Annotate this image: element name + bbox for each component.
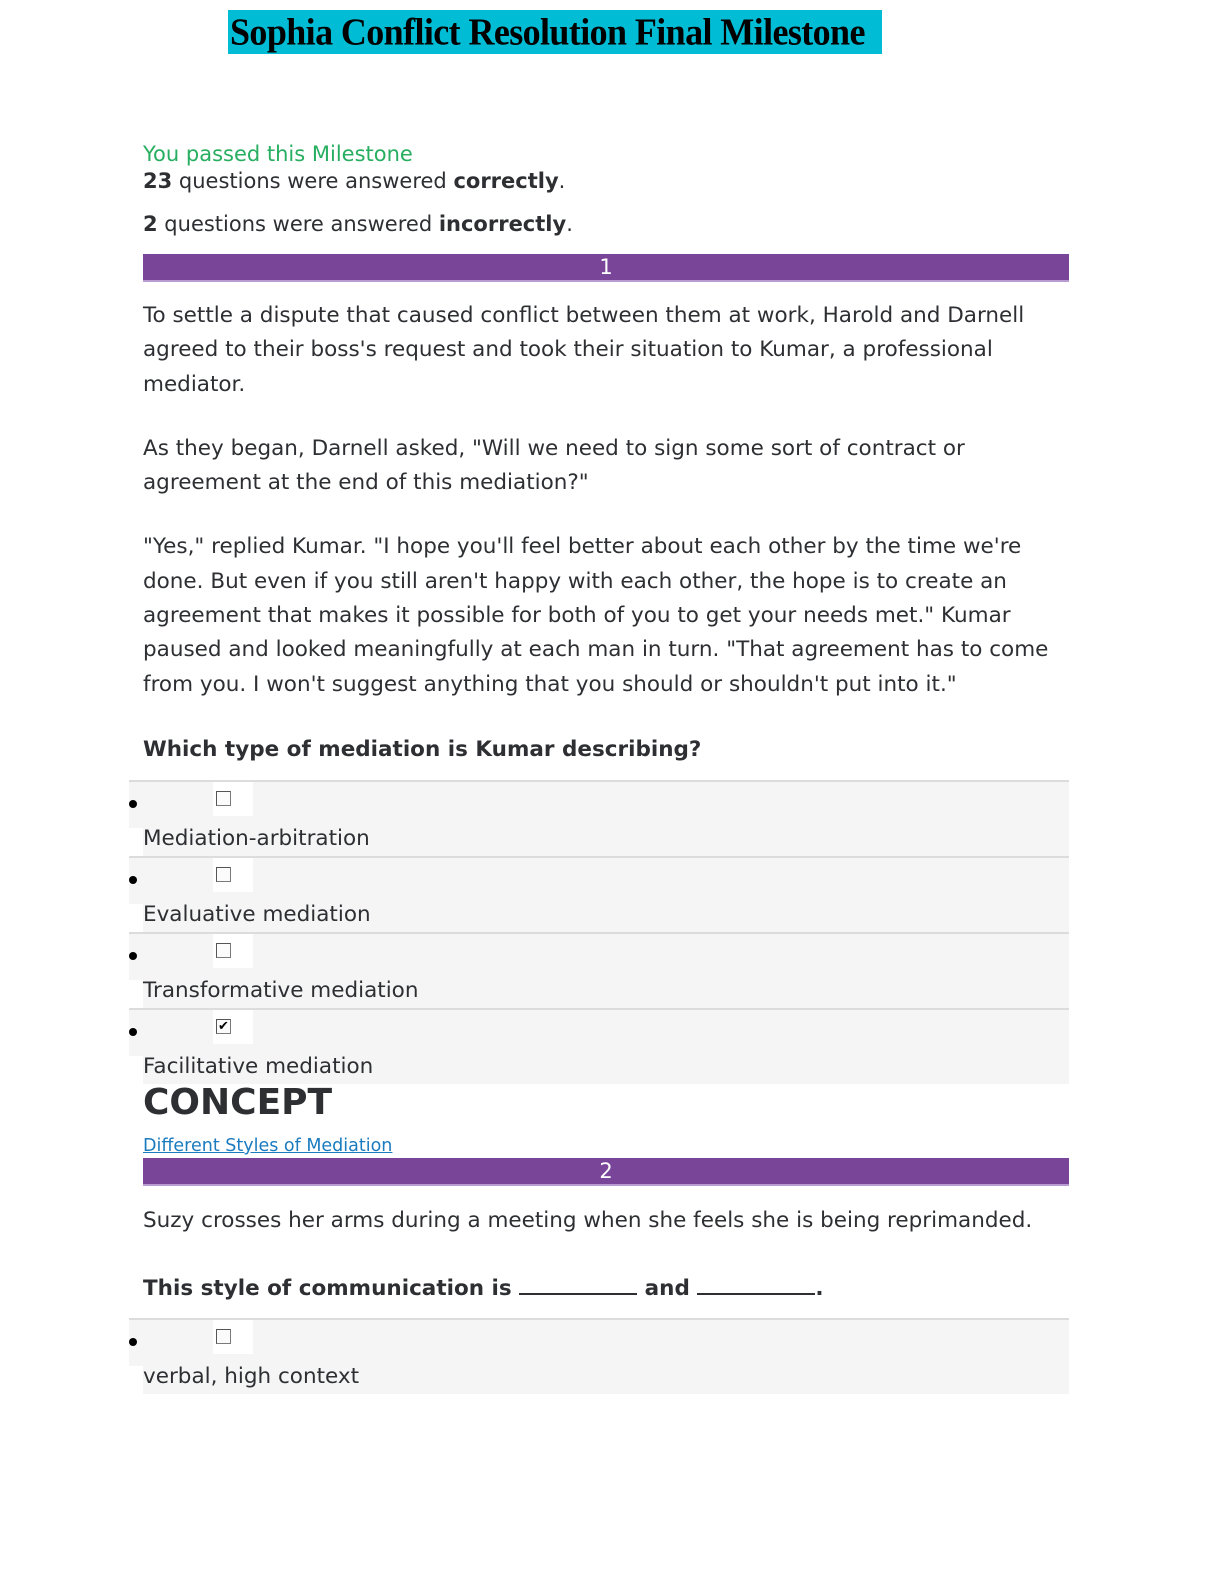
incorrect-word: incorrectly xyxy=(438,212,567,236)
concept-link[interactable]: Different Styles of Mediation xyxy=(143,1136,393,1156)
question-1-body xyxy=(143,299,1073,702)
bullet-icon xyxy=(129,952,137,960)
question-paragraph: To settle a dispute that caused conflict between them at work, Harold and Darnell agreed to their boss's request and took their situation to Kumar, a professional mediator. xyxy=(143,303,1025,397)
bullet-icon xyxy=(129,876,137,884)
question-paragraph: "Yes," replied Kumar. "I hope you'll feel better about each other by the time we're done. But even if you still aren't happy with each other, the hope is to create an agreement that makes it possible for both of you to get your needs met." Kumar paused and looked meaningfully at each man in turn. "That agreement has to come from you. I won't suggest anything that you should or shouldn't put into it." xyxy=(143,534,1049,697)
option-label: Transformative mediation xyxy=(143,978,419,1003)
question-paragraph: As they began, Darnell asked, "Will we need to sign some sort of contract or agreement at the end of this mediation?" xyxy=(143,435,965,496)
document-title: Sophia Conflict Resolution Final Milestone xyxy=(230,11,865,54)
question-number-bar: 2 xyxy=(143,1158,1069,1186)
incorrect-summary xyxy=(143,212,573,236)
question-1-options xyxy=(129,780,1069,1084)
question-number-bar: 1 xyxy=(143,254,1069,282)
checkbox-checked-icon[interactable]: ✔ xyxy=(216,1019,231,1034)
bullet-icon xyxy=(129,1338,137,1346)
option-label: verbal, high context xyxy=(143,1364,359,1389)
option-label: Evaluative mediation xyxy=(143,902,371,927)
bullet-icon xyxy=(129,1028,137,1036)
answer-option-selected[interactable] xyxy=(129,1008,1069,1084)
answer-option[interactable] xyxy=(129,932,1069,1008)
checkbox-unchecked-icon[interactable] xyxy=(216,791,231,806)
period: . xyxy=(566,212,573,236)
prompt-text: and xyxy=(637,1276,698,1301)
answer-option[interactable] xyxy=(129,1318,1069,1394)
prompt-text: This style of communication is xyxy=(143,1276,520,1301)
answer-blank xyxy=(519,1275,637,1295)
correct-count: 23 xyxy=(143,169,173,193)
incorrect-text: questions were answered xyxy=(157,212,439,236)
option-label: Facilitative mediation xyxy=(143,1054,374,1079)
checkbox-unchecked-icon[interactable] xyxy=(216,867,231,882)
question-2-prompt xyxy=(143,1275,824,1301)
document-title-banner xyxy=(228,10,882,54)
question-2-options xyxy=(129,1318,1069,1394)
period: . xyxy=(558,169,566,193)
question-paragraph: Suzy crosses her arms during a meeting when she feels she is being reprimanded. xyxy=(143,1208,1033,1233)
correct-summary xyxy=(143,169,565,193)
checkbox-unchecked-icon[interactable] xyxy=(216,1329,231,1344)
question-1-prompt: Which type of mediation is Kumar describing? xyxy=(143,737,702,762)
answer-option[interactable] xyxy=(129,780,1069,856)
milestone-passed-status: You passed this Milestone xyxy=(143,142,413,166)
question-2-body xyxy=(143,1204,1073,1238)
checkbox-unchecked-icon[interactable] xyxy=(216,943,231,958)
correct-word: correctly xyxy=(453,169,559,193)
prompt-text: . xyxy=(815,1276,824,1301)
incorrect-count: 2 xyxy=(143,212,158,236)
bullet-icon xyxy=(129,800,137,808)
option-label: Mediation-arbitration xyxy=(143,826,370,851)
correct-text: questions were answered xyxy=(172,169,454,193)
answer-blank xyxy=(697,1275,815,1295)
concept-heading: CONCEPT xyxy=(143,1082,333,1123)
answer-option[interactable] xyxy=(129,856,1069,932)
